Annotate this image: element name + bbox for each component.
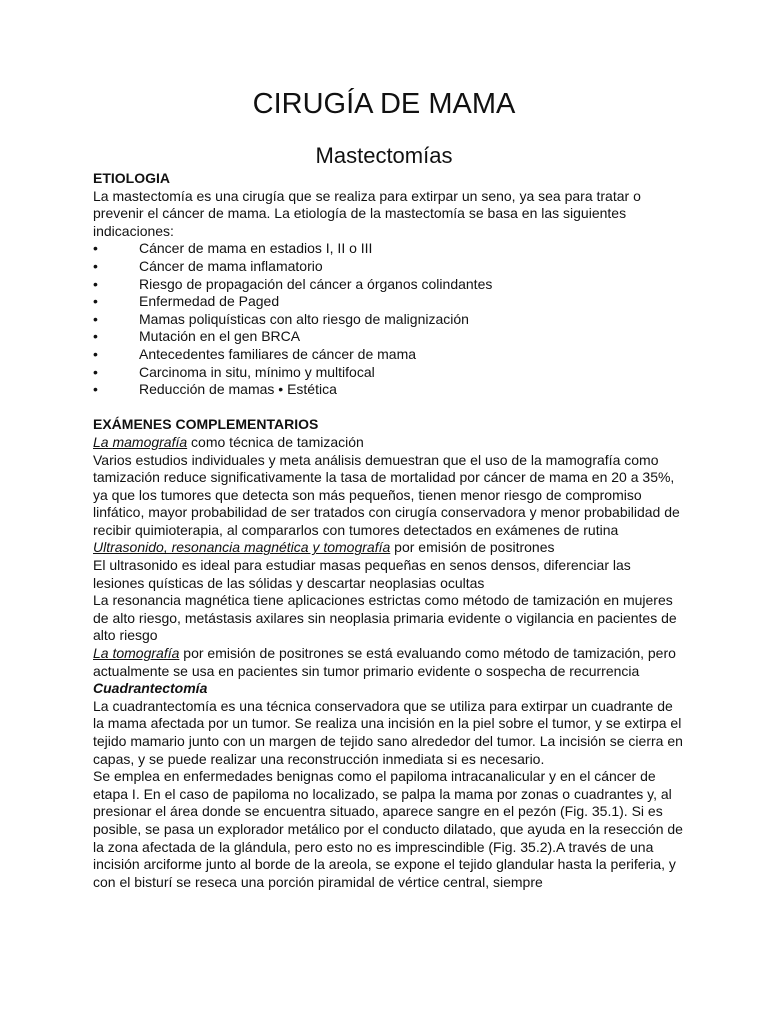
mamografia-paragraph: Varios estudios individuales y meta análisis demuestran que el uso de la mamografía como tamización reduce significativamente la tasa de mortalidad por cáncer de mama en 20 a 35%, ya que los tumores que detecta son más pequeños, tienen menor riesgo de compromiso linfático, mayor probabilidad de ser tratados con cirugía conservadora y menor probabilidad de recibir quimioterapia, al compararlos con tumores detectados en exámenes de rutina (93, 451, 680, 538)
tomografia-paragraph: La tomografía por emisión de positrones se está evaluando como método de tamización, pero actualmente se usa en pacientes sin tumor primario evidente o sospecha de recurrencia (93, 645, 676, 679)
heading-etiologia: ETIOLOGIA (93, 170, 170, 186)
cuadrantectomia-paragraph-1: La cuadrantectomía es una técnica conservadora que se utiliza para extirpar un cuadrante de la mama afectada por un tumor. Se realiza una incisión en la piel sobre el tumor, y se extirpa el tejido mamario junto con un margen de tejido sano alrededor del tumor. La incisión se cierra en capas, y se puede realizar una reconstrucción inmediata si es necesario. (93, 697, 683, 767)
list-item: • Antecedentes familiares de cáncer de mama (93, 345, 417, 362)
bullet-icon: • (93, 381, 98, 398)
bullet-icon: • (93, 328, 98, 345)
bullet-icon: • (93, 257, 98, 274)
etiologia-intro: La mastectomía es una cirugía que se realiza para extirpar un seno, ya sea para tratar o prevenir el cáncer de mama. La etiología de la mastectomía se basa en las siguientes indicaciones: (93, 187, 641, 239)
bullet-icon: • (93, 293, 98, 310)
list-item: • Cáncer de mama en estadios I, II o III (93, 240, 373, 257)
list-item: • Mamas poliquísticas con alto riesgo de malignización (93, 310, 469, 327)
list-item: • Mutación en el gen BRCA (93, 328, 301, 345)
mamografia-title: La mamografía (93, 433, 188, 450)
ultrasonido-paragraph: El ultrasonido es ideal para estudiar masas pequeñas en senos densos, diferenciar las lesiones quísticas de las sólidas y descartar neoplasias ocultas (93, 557, 631, 591)
list-item: • Riesgo de propagación del cáncer a órganos colindantes (93, 275, 493, 292)
ultrasonido-subheading: Ultrasonido, resonancia magnética y tomografía por emisión de positrones (93, 539, 555, 556)
bullet-icon: • (93, 310, 98, 327)
spacer (93, 399, 683, 417)
list-item: • Cáncer de mama inflamatorio (93, 257, 323, 274)
document-body (93, 170, 683, 891)
resonancia-paragraph: La resonancia magnética tiene aplicaciones estrictas como método de tamización en mujeres de alto riesgo, metástasis axilares sin neoplasia primaria evidente o vigilancia en pacientes de alto riesgo (93, 592, 677, 644)
heading-cuadrantectomia: Cuadrantectomía (93, 680, 208, 697)
list-item: • Carcinoma in situ, mínimo y multifocal (93, 363, 375, 380)
bullet-icon: • (93, 240, 98, 257)
heading-examenes: EXÁMENES COMPLEMENTARIOS (93, 416, 319, 433)
mamografia-subheading: La mamografía como técnica de tamización (93, 433, 364, 450)
document-title: CIRUGÍA DE MAMA (252, 88, 516, 120)
list-item: • Enfermedad de Paged (93, 293, 280, 310)
tomografia-title: La tomografía (93, 645, 180, 662)
bullet-icon: • (93, 363, 98, 380)
ultrasonido-title: Ultrasonido, resonancia magnética y tomografía (93, 539, 391, 556)
cuadrantectomia-paragraph-2: Se emplea en enfermedades benignas como el papiloma intracanalicular y en el cáncer de etapa I. En el caso de papiloma no localizado, se palpa la mama por zonas o cuadrantes y, al presionar el área donde se encuentra situado, aparece sangre en el pezón (Fig. 35.1). Si es posible, se pasa un explorador metálico por el conducto dilatado, que ayuda en la resección de la zona afectada de la glándula, pero esto no es imprescindible (Fig. 35.2).A través de una incisión arciforme junto al borde de la areola, se expone el tejido glandular hasta la periferia, y con el bisturí se reseca una porción piramidal de vértice central, siempre (93, 768, 683, 890)
list-item: • Reducción de mamas • Estética (93, 381, 337, 398)
indications-list (93, 240, 683, 398)
section-title-mastectomias: Mastectomías (315, 143, 453, 168)
bullet-icon: • (93, 345, 98, 362)
bullet-icon: • (93, 275, 98, 292)
